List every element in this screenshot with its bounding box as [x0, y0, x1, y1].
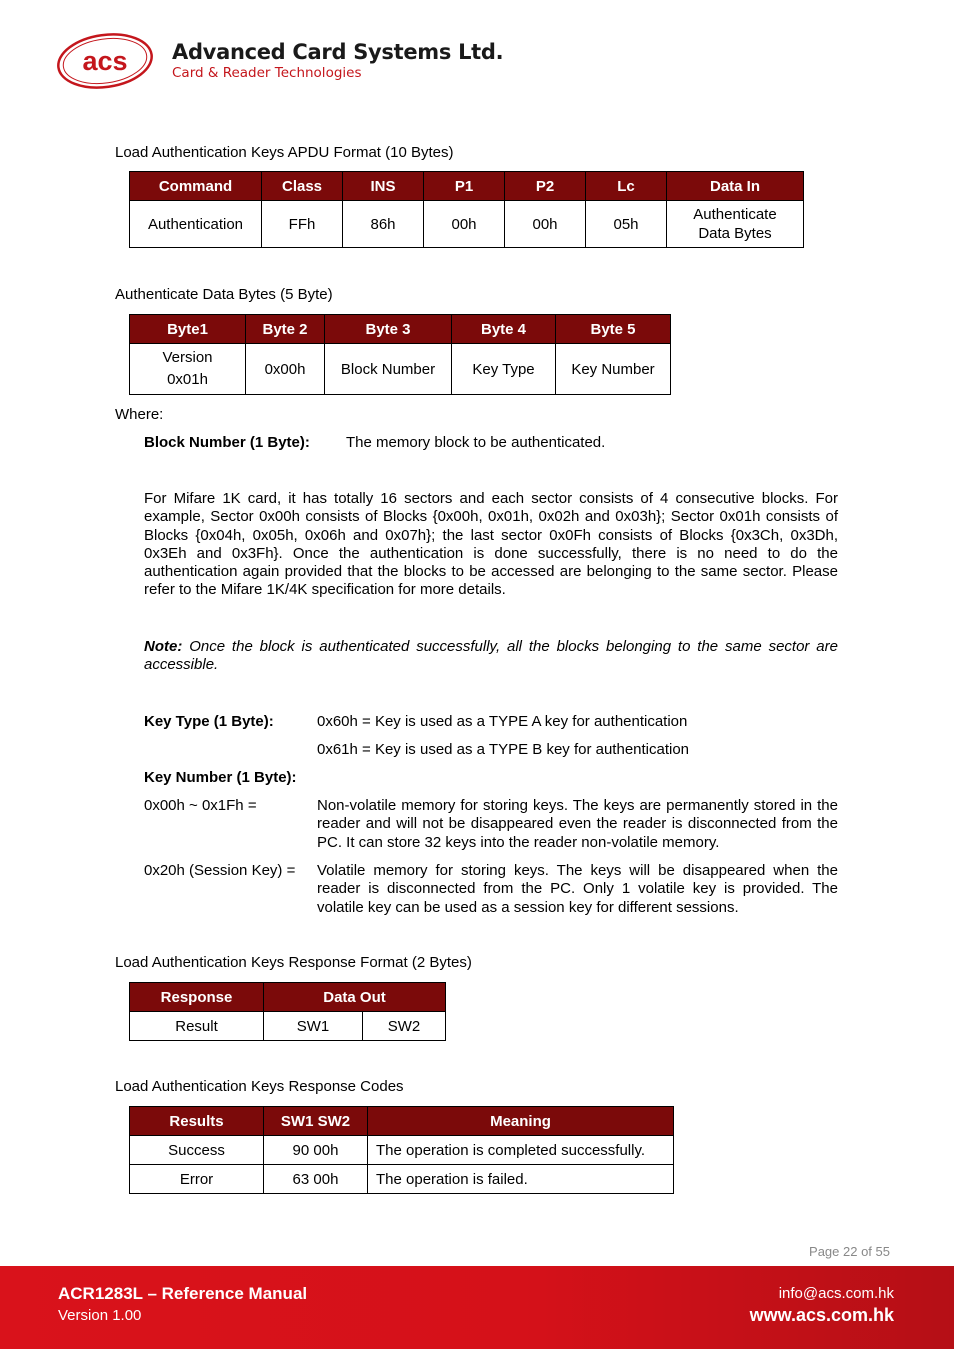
note-text: Once the block is authenticated successfully, all the blocks belonging to the same sector are accessible.	[144, 638, 838, 674]
auth-bytes-caption: Authenticate Data Bytes (5 Byte)	[115, 286, 333, 303]
table-header-cell: Results	[130, 1107, 264, 1136]
table-cell: Result	[130, 1012, 264, 1041]
table-header-cell: Data Out	[264, 983, 446, 1012]
key-number-label: Key Number (1 Byte):	[144, 769, 297, 786]
key-number-item1-text: Non-volatile memory for storing keys. The keys are permanently stored in the reader and will not be disappeared even the reader is disconnected from the PC. It can store 32 keys into the reader non-volatile memory.	[317, 797, 838, 851]
apdu-table	[129, 171, 804, 248]
table-header-cell: Byte 4	[452, 315, 556, 344]
acs-logo	[56, 32, 154, 90]
auth-bytes-table	[129, 314, 671, 395]
table-header-row	[130, 983, 446, 1012]
company-tagline: Card & Reader Technologies	[172, 65, 362, 81]
note-label: Note:	[144, 638, 183, 655]
key-type-line2: 0x61h = Key is used as a TYPE B key for authentication	[317, 741, 690, 758]
table-cell: 90 00h	[264, 1136, 368, 1165]
table-cell: FFh	[262, 201, 343, 248]
table-cell: Authentication	[130, 201, 262, 248]
table-cell: Error	[130, 1165, 264, 1194]
table-row	[130, 1136, 674, 1165]
table-cell: Block Number	[325, 344, 452, 395]
footer-title: ACR1283L – Reference Manual	[58, 1284, 308, 1303]
page-number: Page 22 of 55	[809, 1244, 890, 1259]
table-header-row	[130, 1107, 674, 1136]
table-header-cell: P2	[505, 172, 586, 201]
table-header-cell: SW1 SW2	[264, 1107, 368, 1136]
table-row	[130, 1012, 446, 1041]
mifare-paragraph: For Mifare 1K card, it has totally 16 sectors and each sector consists of 4 consecutive blocks. For example, Sector 0x00h consists of Blocks {0x00h, 0x01h, 0x02h and 0x03h}; Sector 0x01h consists of Blocks {0x04h, 0x05h, 0x06h and 0x07h}; the last sector 0x0Fh consists of Blocks {0x3Ch, 0x3Dh, 0x3Eh and 0x3Fh}. Once the authentication is done successfully, there is no need to do the authentication again provided that the blocks to be accessed are belonging to the same sector. Please refer to the Mifare 1K/4K specification for more details.	[144, 490, 838, 599]
table-cell: 00h	[424, 201, 505, 248]
table-header-cell: Byte 3	[325, 315, 452, 344]
table-cell: SW2	[363, 1012, 446, 1041]
table-cell: SW1	[264, 1012, 363, 1041]
key-number-item2-text: Volatile memory for storing keys. The keys will be disappeared when the reader is disconnected from the PC. Only 1 volatile key is provided. The volatile key can be used as a session key for different sessions.	[317, 862, 838, 916]
key-number-item1-label: 0x00h ~ 0x1Fh =	[144, 797, 257, 814]
key-number-item2-label: 0x20h (Session Key) =	[144, 862, 296, 879]
block-number-text: The memory block to be authenticated.	[346, 434, 606, 451]
table-cell: Key Number	[556, 344, 671, 395]
footer-website: www.acs.com.hk	[749, 1305, 894, 1325]
table-cell: Key Type	[452, 344, 556, 395]
key-type-label: Key Type (1 Byte):	[144, 713, 274, 730]
apdu-caption: Load Authentication Keys APDU Format (10 Bytes)	[115, 144, 454, 161]
table-header-cell: Byte 2	[246, 315, 325, 344]
table-header-cell: Command	[130, 172, 262, 201]
note	[144, 638, 838, 675]
footer-version: Version 1.00	[58, 1307, 142, 1324]
table-header-cell: Meaning	[368, 1107, 674, 1136]
response-codes-table	[129, 1106, 674, 1194]
table-header-cell: Byte 5	[556, 315, 671, 344]
table-header-cell: Byte1	[130, 315, 246, 344]
table-header-cell: INS	[343, 172, 424, 201]
footer	[0, 1266, 954, 1349]
table-cell: Version 0x01h	[130, 344, 246, 395]
block-number-label: Block Number (1 Byte):	[144, 434, 310, 451]
company-name: Advanced Card Systems Ltd.	[172, 40, 504, 64]
response-codes-caption: Load Authentication Keys Response Codes	[115, 1078, 404, 1095]
table-cell: 05h	[586, 201, 667, 248]
response-format-table	[129, 982, 446, 1041]
footer-email: info@acs.com.hk	[778, 1285, 894, 1302]
key-type-line1: 0x60h = Key is used as a TYPE A key for authentication	[317, 713, 688, 730]
table-header-cell: Response	[130, 983, 264, 1012]
table-row	[130, 344, 671, 395]
table-cell: 0x00h	[246, 344, 325, 395]
table-cell: 63 00h	[264, 1165, 368, 1194]
table-row	[130, 1165, 674, 1194]
table-cell: Success	[130, 1136, 264, 1165]
response-format-caption: Load Authentication Keys Response Format (2 Bytes)	[115, 954, 472, 971]
table-header-cell: Data In	[667, 172, 804, 201]
table-header-cell: Lc	[586, 172, 667, 201]
where-label: Where:	[115, 406, 164, 423]
table-cell: 86h	[343, 201, 424, 248]
table-header-cell: Class	[262, 172, 343, 201]
logo-text: acs	[82, 46, 128, 76]
table-row	[130, 201, 804, 248]
table-header-row	[130, 315, 671, 344]
table-cell: 00h	[505, 201, 586, 248]
table-header-row	[130, 172, 804, 201]
table-header-cell: P1	[424, 172, 505, 201]
table-cell: The operation is completed successfully.	[368, 1136, 674, 1165]
table-cell: Authenticate Data Bytes	[667, 201, 804, 248]
table-cell: The operation is failed.	[368, 1165, 674, 1194]
